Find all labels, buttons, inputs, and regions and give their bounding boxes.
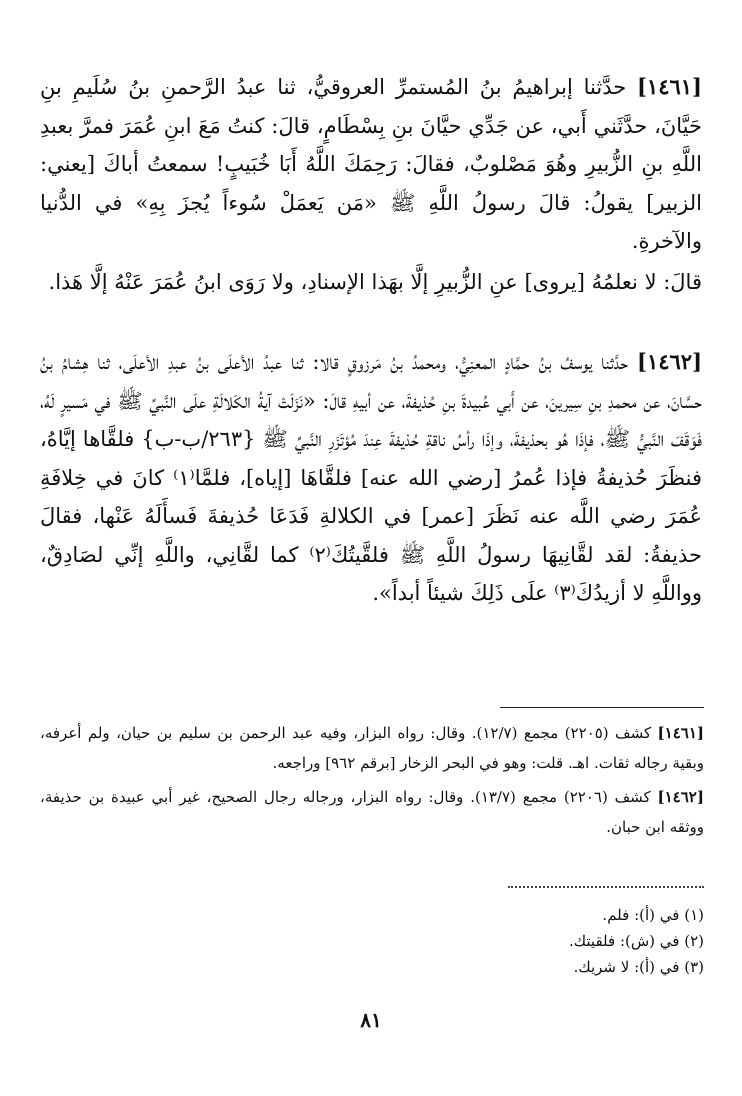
footnotes-divider [508,886,704,888]
page-number: ٨١ [360,1008,382,1032]
source-text: كشف (٢٢٠٦) مجمع (١٣/٧). وقال: رواه البزار، ورجاله رجال الصحيح، غير أبي عبيدة بن حذيفة، ووثقه ابن حبان. [40,788,704,836]
footnotes [400,902,704,980]
hadith-text: حدَّثنا إبراهيمُ بنُ المُستمرِّ العروقيُّ، ثنا عبدُ الرَّحمنِ بنُ سُلَيمِ بنِ حَيَّانَ، حدَّثَني أَبي، عن جَدِّي حيَّانَ بنِ بِسْطَامٍ، قالَ: كنتُ مَعَ ابنِ عُمَرَ فمرَّ بعبدِ اللَّهِ بنِ الزُّبيرِ وهُوَ مَصْلوبٌ، فقالَ: رَحِمَكَ اللَّهُ أَبَا خُبَيبٍ! سمعتُ أباكَ [يعني: الزبير] يقولُ: قالَ رسولُ اللَّهِ ﷺ «مَن يَعمَلْ سُوءاً يُجزَ بِهِ» في الدُّنيا والآخرةِ. [40,75,702,253]
footnote-3: (٣) في (أ): لا شريك. [573,958,704,976]
hadith-number: [١٤٦٢] [637,349,702,374]
author-note: قالَ: لا نعلمُهُ [يروى] عنِ الزُّبيرِ إلَّا بهَذا الإسنادِ، ولا رَوَى ابنُ عُمَرَ عَنْهُ إلَّا هَذا. [48,270,702,294]
hadith-1461 [40,68,702,261]
hadith-1462 [40,343,702,613]
source-number: [١٤٦١] [657,724,704,742]
source-references [40,718,704,846]
footnote-1: (١) في (أ): فلم. [602,906,704,924]
source-entry [40,782,704,842]
sources-divider [500,707,704,708]
source-number: [١٤٦٢] [657,788,704,806]
footnote-2: (٢) في (ش): فلقيتك. [568,932,704,950]
source-entry [40,718,704,778]
source-text: كشف (٢٢٠٥) مجمع (١٢/٧). وقال: رواه البزار، وفيه عبد الرحمن بن سليم بن حيان، ولم أعرفه، وبقية رجاله ثقات. اهـ. قلت: وهو في البحر الزخار [برقم ٩٦٢] وراجعه. [40,724,704,772]
hadith-number: [١٤٦١] [636,74,702,99]
hadith-1461-note [40,263,702,302]
hadith-text: حدَّثنا يوسفُ بنُ حمَّادٍ المعنِيُّ، ومحمدُ بنُ مَرزوقٍ قالا: ثنا عبدُ الأعلَى بنُ عبدِ الأعلَى، ثنا هِشامُ بنُ حسَّانَ، عن محمدِ بنِ سِيرينَ، عن أَبي عُبيدةَ بنِ حُذيفةَ، عن أبيهِ قالَ: «نَزَلَتْ آيةُ الكَلالَةِ علَى النَّبيِّ ﷺ في مَسيرٍ لَهُ، فَوَقَفَ النَّبيُّ ﷺ، فإذَا هُو بحذيفةَ، وإذَا رأسُ ناقةِ حُذيفةَ عِندَ مُؤتَزَرِ النَّبيِّ ﷺ {٢٦٣/ب-ب} فلقَّاها إيَّاهُ، فنظَرَ حُذيفةُ فإذا عُمرُ [رضي الله عنه] فلقَّاهَا [إياه]، فلمَّا⁽١⁾ كانَ في خِلافَةِ عُمَرَ رضي اللَّه عنه نَظَرَ [عمر] في الكلالةِ فَدَعَا حُذيفةَ فَسأَلَهُ عَنْها، فقالَ حذيفةُ: لقد لقَّانِيهَا رسولُ اللَّهِ ﷺ فلقَّيتُكَ⁽٢⁾ كما لقَّانِي، واللَّهِ إنِّي لصَادِقٌ، وواللَّهِ لا أزيدُكَ⁽٣⁾ علَى ذَلِكَ شيئاً أبداً». [40,350,702,605]
